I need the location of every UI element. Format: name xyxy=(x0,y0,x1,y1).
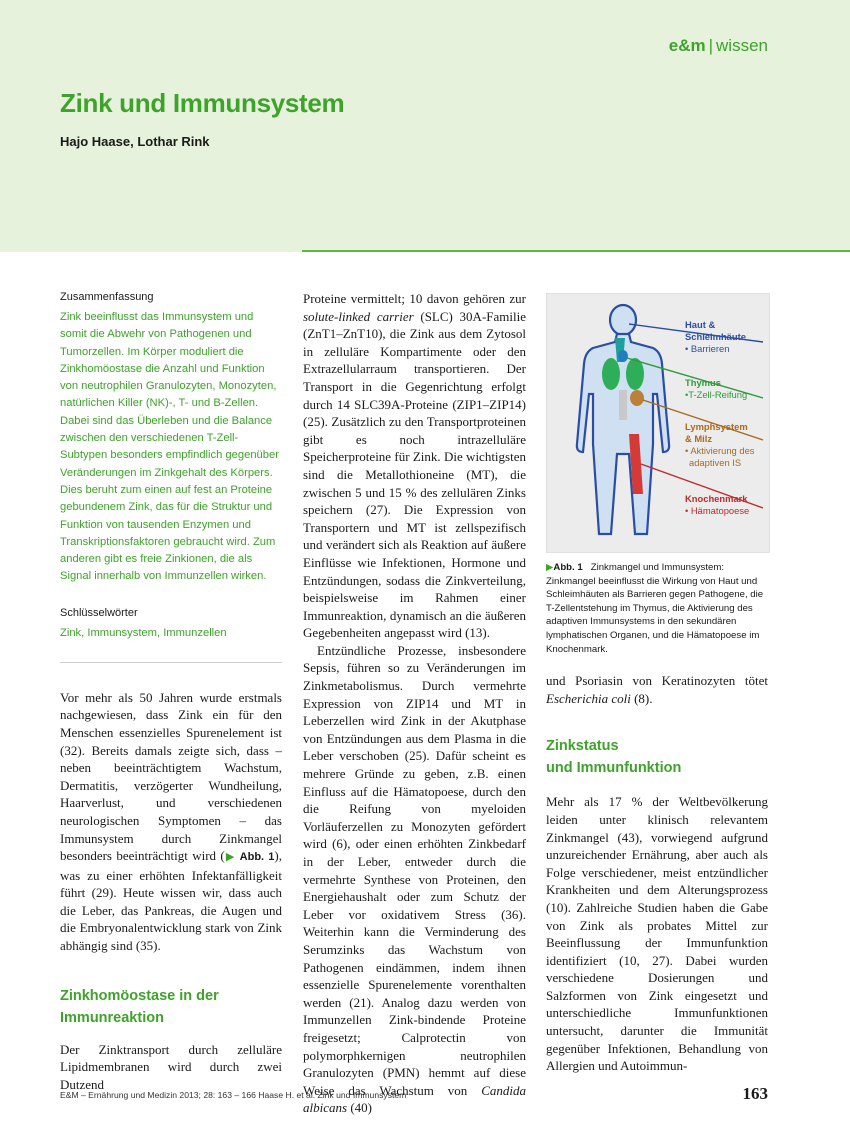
label-lymph-sub2: adaptiven IS xyxy=(689,457,742,468)
transport-paragraph xyxy=(303,290,526,642)
transport-text-end: (SLC) 30A-Familie (ZnT1–ZnT10), die Zink aus dem Zytosol in zelluläre Kompartimente oder den Extrazellularraum transportieren. Der Transport in die Gegenrichtung erfolgt durch 14 SLC39A-Proteine (ZIP1–ZIP14) (25). Zusätzlich zu den Transportproteinen gibt es noch intrazelluläre Speicherproteine für Zink. Die wichtigsten sind die Metallothioneine (MT), die zwischen 5 und 15 % des zellulären Zinks speichern (27). Die Expression von Transportern und MT ist zellspezifisch und verändert sich als Reaktion auf äußere Einflüsse wie Infektionen, Hormone und Entzündungen, sodass die Zinkverteilung, beispielsweise im Rahmen einer Immunreaktion, dynamisch an die äußeren Gegebenheiten angepasst wird (13). xyxy=(303,308,526,641)
label-lymph-sub: • Aktivierung des xyxy=(685,445,755,456)
inflammation-text: Entzündliche Prozesse, insbesondere Sepsis, führen so zu Veränderungen im Zinkmetabolismus. Durch vermehrte Expression von ZIP14 und MT in Leberzellen wird Zink in der Akutphase von Entzündungen aus dem Plasma in die Leber verschoben (25). Dafür scheint es mehrere Gründe zu geben, z.B. einen Einfluss auf die Hämatopoese, durch den die Reifung von myeloiden Vorläuferzellen zu Monozyten gefördert wird (6), oder einen erhöhten Zinkbedarf in der Leber, entweder durch die vermehrte Synthese von Proteinen, den Energiehaushalt oder zum Schutz der Leber vor oxidativem Stress (36). Weiterhin kann die Verminderung des Serumzinks das Wachstum von Pathogenen eindämmen, indem ihnen essenzielle Spurenelemente vorenthalten werden (21). Analog dazu werden von Immunzellen Zink-bindende Proteine freigesetzt; Calprotectin von polymorphkernigen neutrophilen Granulozyten (PMN) hemmt auf diese Weise das Wachstum von xyxy=(303,642,526,1098)
column-right xyxy=(546,293,768,1075)
label-bone-marrow-sub: • Hämatopoese xyxy=(685,505,750,516)
psoriasin-paragraph xyxy=(546,672,768,707)
label-skin-title: Haut & xyxy=(685,319,716,330)
intro-text-start: Vor mehr als 50 Jahren wurde erstmals nachgewiesen, dass Zink ein für den Menschen essenzielles Spurenelement ist (32). Bereits damals zeigte sich, dass – neben beeinträchtigtem Wachstum, Dermatitis, verzögerter Wundheilung, Haarverlust, und verschiedenen neurologischen Symptomen – das Immunsystem durch Zinkmangel besonders beeinträchtigt wird ( xyxy=(60,689,282,864)
thymus-core-shape xyxy=(618,350,628,362)
label-lymph-title2: & Milz xyxy=(685,433,713,444)
inflammation-paragraph xyxy=(303,642,526,1117)
section1-paragraph: Der Zinktransport durch zelluläre Lipidmembranen wird durch zwei Dutzend xyxy=(60,1041,282,1092)
figure-ref-arrow-icon: ▶ xyxy=(224,851,236,864)
journal-section: wissen xyxy=(716,36,768,55)
caption-figure-number: Abb. 1 xyxy=(553,562,583,573)
abdomen-shape xyxy=(619,390,627,420)
label-bone-marrow-title: Knochenmark xyxy=(685,493,748,504)
journal-separator: | xyxy=(708,36,714,55)
lung-left-shape xyxy=(602,358,620,390)
psoriasin-text: und Psoriasin von Keratinozyten tötet xyxy=(546,673,768,689)
transport-italic-term: solute-linked carrier xyxy=(303,308,414,324)
transport-text-start: Proteine vermittelt; 10 davon gehören zur xyxy=(303,291,526,306)
label-lymph-title: Lymphsystem xyxy=(685,421,748,432)
figure-1-reference[interactable] xyxy=(225,851,275,863)
label-thymus-title: Thymus xyxy=(685,377,721,388)
section2-heading-line1: Zinkstatus xyxy=(546,738,619,755)
label-skin-title2: Schleimhäute xyxy=(685,331,746,342)
footer-citation: E&M – Ernährung und Medizin 2013; 28: 163 – 166 Haase H. et al. Zink und Immunsystem xyxy=(60,1090,407,1100)
abstract-text: Zink beeinflusst das Immunsystem und somit die Abwehr von Pathogenen und Tumorzellen. Im Körper moduliert die Zinkhomöostase die Anzahl und Funktion von neutrophilen Granulozyten, Monozyten, natürlichen Killer (NK)-, T- und B-Zellen. Dabei sind das Überleben und die Balance zwischen den verschiedenen T-Zell-Subtypen besonders empfindlich gegenüber Veränderungen im Zinkgehalt des Körpers. Dies beruht zum einen auf fest an Proteine gebundenem Zink, das für die Struktur und Funktion von tausenden Enzymen und Transkriptionsfaktoren gebraucht wird. Zum anderen gibt es freie Zinkionen, die als Signal innerhalb von Immunzellen wirken. xyxy=(60,311,279,583)
intro-text-end: ), was zu einer erhöhten Infektanfälligkeit führt (29). Heute wissen wir, dass auch die Leber, das Pankreas, die Augen und die Embryonalentwicklung stark von Zink abhängig sind (35). xyxy=(60,848,282,954)
spleen-shape xyxy=(630,390,644,406)
keywords-text: Zink, Immunsystem, Immunzellen xyxy=(60,626,227,639)
psoriasin-text-end: (8). xyxy=(630,690,653,706)
inflammation-text-end: (40) xyxy=(347,1100,372,1116)
journal-tag xyxy=(669,36,768,56)
label-thymus-sub: •T-Zell-Reifung xyxy=(685,389,748,400)
keywords-heading: Schlüsselwörter xyxy=(60,606,138,619)
section2-heading-line2: und Immunfunktion xyxy=(546,760,682,777)
article-title: Zink und Immunsystem xyxy=(60,88,345,118)
section-heading-zinkstatus xyxy=(546,735,768,779)
caption-arrow-icon: ▶ xyxy=(546,562,554,573)
figure-1-immune-diagram xyxy=(546,293,770,553)
caption-text: Zinkmangel und Immunsystem: Zinkmangel beeinflusst die Wirkung von Haut und Schleimhäuten als Barrieren gegen Pathogene, die T-Zellentstehung im Thymus, die Aktivierung des adaptiven Immunsystems in den sekundären lymphatischen Organen, und die Hämatopoese im Knochenmark. xyxy=(546,562,764,655)
column-middle xyxy=(303,290,526,1117)
header-divider xyxy=(302,250,850,252)
abstract-heading: Zusammenfassung xyxy=(60,291,154,303)
figure-1-caption xyxy=(546,561,768,656)
article-authors: Hajo Haase, Lothar Rink xyxy=(60,134,210,149)
figure-ref-label: Abb. 1 xyxy=(239,851,275,864)
body-illustration xyxy=(547,294,769,552)
column-left xyxy=(60,290,282,1093)
ecoli-term: Escherichia coli xyxy=(546,690,631,706)
section-heading-zinkhomoeostase: Zinkhomöostase in der Immunreaktion xyxy=(60,987,219,1026)
abstract-divider xyxy=(60,662,282,663)
zinkstatus-paragraph: Mehr als 17 % der Weltbevölkerung leiden unter klinisch relevantem Zinkmangel (43), vorwiegend aufgrund unzureichender Ernährung, aber auch als Folge verschiedener, meist entzündlicher Krankheiten und dem Alterungsprozess (10). Zahlreiche Studien haben die Gabe von Zink als probates Mittel zur Beeinflussung der Immunfunktion identifiziert (10, 27). Dabei wurden verschiedene Dosierungen und Salzformen von Zink eingesetzt und unterschiedliche Immunfunktionen untersucht, darunter die Immunität gegenüber Infektionen, Behandlung von Allergien und Autoimmun- xyxy=(546,794,768,1074)
label-skin-sub: • Barrieren xyxy=(685,343,730,354)
journal-brand: e&m xyxy=(668,36,706,55)
caption-label xyxy=(546,562,583,573)
page-number: 163 xyxy=(742,1084,768,1103)
candida-term: Candida albicans xyxy=(303,1082,526,1116)
intro-paragraph xyxy=(60,689,282,955)
